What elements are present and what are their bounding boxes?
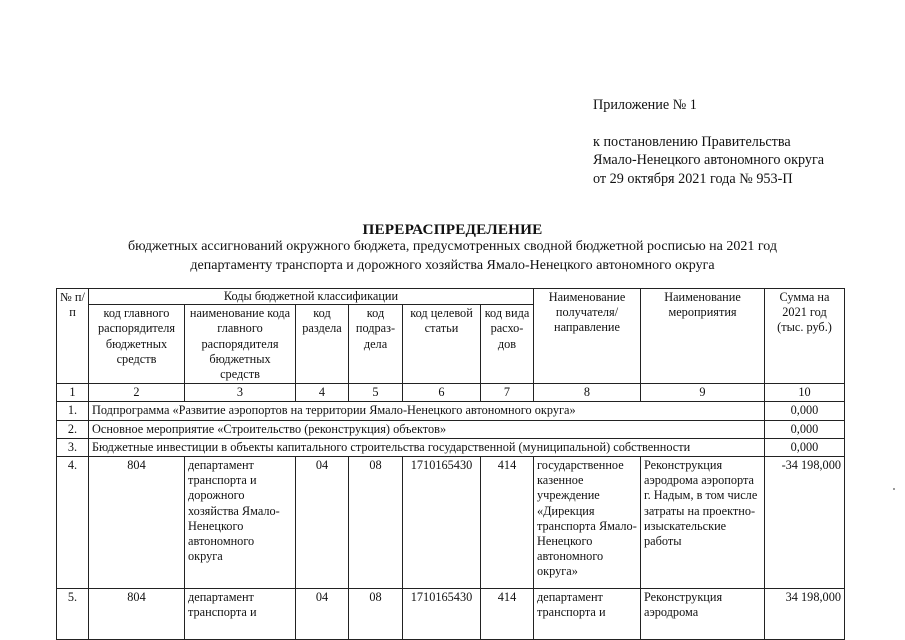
column-number: 6 xyxy=(403,384,481,402)
row-sum: -34 198,000 xyxy=(765,457,845,589)
decree-line-2: Ямало-Ненецкого автономного округа xyxy=(593,152,825,168)
column-number: 7 xyxy=(481,384,534,402)
table-row xyxy=(57,438,845,456)
chief-code: 804 xyxy=(89,589,185,640)
column-number: 8 xyxy=(534,384,641,402)
header-target: код целевой статьи xyxy=(403,305,481,384)
appendix-number: Приложение № 1 xyxy=(593,97,697,113)
row-sum: 0,000 xyxy=(765,438,845,456)
row-number: 3. xyxy=(57,438,89,456)
recipient: департамент транспорта и xyxy=(534,589,641,640)
expense-type-code: 414 xyxy=(481,589,534,640)
header-chief-name: наименование кода главного распорядителя бюджетных средств xyxy=(185,305,296,384)
table-row xyxy=(57,457,845,589)
row-subprogram: Подпрограмма «Развитие аэропортов на территории Ямало-Ненецкого автономного округа» xyxy=(89,402,765,420)
header-event: Наименование мероприятия xyxy=(641,289,765,384)
appendix-header xyxy=(593,96,824,188)
column-number-row xyxy=(57,384,845,402)
row-investment: Бюджетные инвестиции в объекты капитального строительства государственной (муниципальной) собственности xyxy=(89,438,765,456)
table-header-row-1 xyxy=(57,289,845,305)
column-number: 2 xyxy=(89,384,185,402)
row-sum: 0,000 xyxy=(765,402,845,420)
column-number: 5 xyxy=(349,384,403,402)
header-recipient: Наименование получателя/ направление xyxy=(534,289,641,384)
header-subsection: код подраз-дела xyxy=(349,305,403,384)
column-number: 3 xyxy=(185,384,296,402)
event-name: Реконструкция аэродрома аэропорта г. Надым, в том числе затраты на проектно-изыскательские работы xyxy=(641,457,765,589)
column-number: 10 xyxy=(765,384,845,402)
header-sum: Сумма на 2021 год (тыс. руб.) xyxy=(765,289,845,384)
recipient: государственное казенное учреждение «Дирекция транспорта Ямало-Ненецкого автономного округа» xyxy=(534,457,641,589)
expense-type-code: 414 xyxy=(481,457,534,589)
section-code: 04 xyxy=(296,589,349,640)
chief-code: 804 xyxy=(89,457,185,589)
row-main-event: Основное мероприятие «Строительство (реконструкция) объектов» xyxy=(89,420,765,438)
target-code: 1710165430 xyxy=(403,589,481,640)
target-code: 1710165430 xyxy=(403,457,481,589)
document-title: ПЕРЕРАСПРЕДЕЛЕНИЕ xyxy=(362,221,543,238)
column-number: 4 xyxy=(296,384,349,402)
header-expense-type: код вида расхо-дов xyxy=(481,305,534,384)
decree-line-3: от 29 октября 2021 года № 953-П xyxy=(593,170,793,187)
budget-table xyxy=(56,288,845,640)
table-row xyxy=(57,420,845,438)
subsection-code: 08 xyxy=(349,457,403,589)
document-subtitle-1: бюджетных ассигнований окружного бюджета, предусмотренных сводной бюджетной росписью на 2021 год xyxy=(128,239,777,254)
document-subtitle-2: департаменту транспорта и дорожного хозяйства Ямало-Ненецкого автономного округа xyxy=(190,258,715,273)
column-number: 9 xyxy=(641,384,765,402)
table-row xyxy=(57,402,845,420)
scan-speck xyxy=(893,488,895,490)
subsection-code: 08 xyxy=(349,589,403,640)
row-number: 4. xyxy=(57,457,89,589)
header-section: код раздела xyxy=(296,305,349,384)
header-chief-code: код главного распорядителя бюджетных средств xyxy=(89,305,185,384)
chief-name: департамент транспорта и xyxy=(185,589,296,640)
section-code: 04 xyxy=(296,457,349,589)
decree-line-1: к постановлению Правительства xyxy=(593,133,791,150)
header-num: № п/п xyxy=(57,289,89,384)
header-codes-group: Коды бюджетной классификации xyxy=(89,289,534,305)
event-name: Реконструкция аэродрома xyxy=(641,589,765,640)
row-sum: 0,000 xyxy=(765,420,845,438)
row-sum: 34 198,000 xyxy=(765,589,845,640)
table-row xyxy=(57,589,845,640)
row-number: 2. xyxy=(57,420,89,438)
row-number: 5. xyxy=(57,589,89,640)
chief-name: департамент транспорта и дорожного хозяйства Ямало-Ненецкого автономного округа xyxy=(185,457,296,589)
row-number: 1. xyxy=(57,402,89,420)
column-number: 1 xyxy=(57,384,89,402)
